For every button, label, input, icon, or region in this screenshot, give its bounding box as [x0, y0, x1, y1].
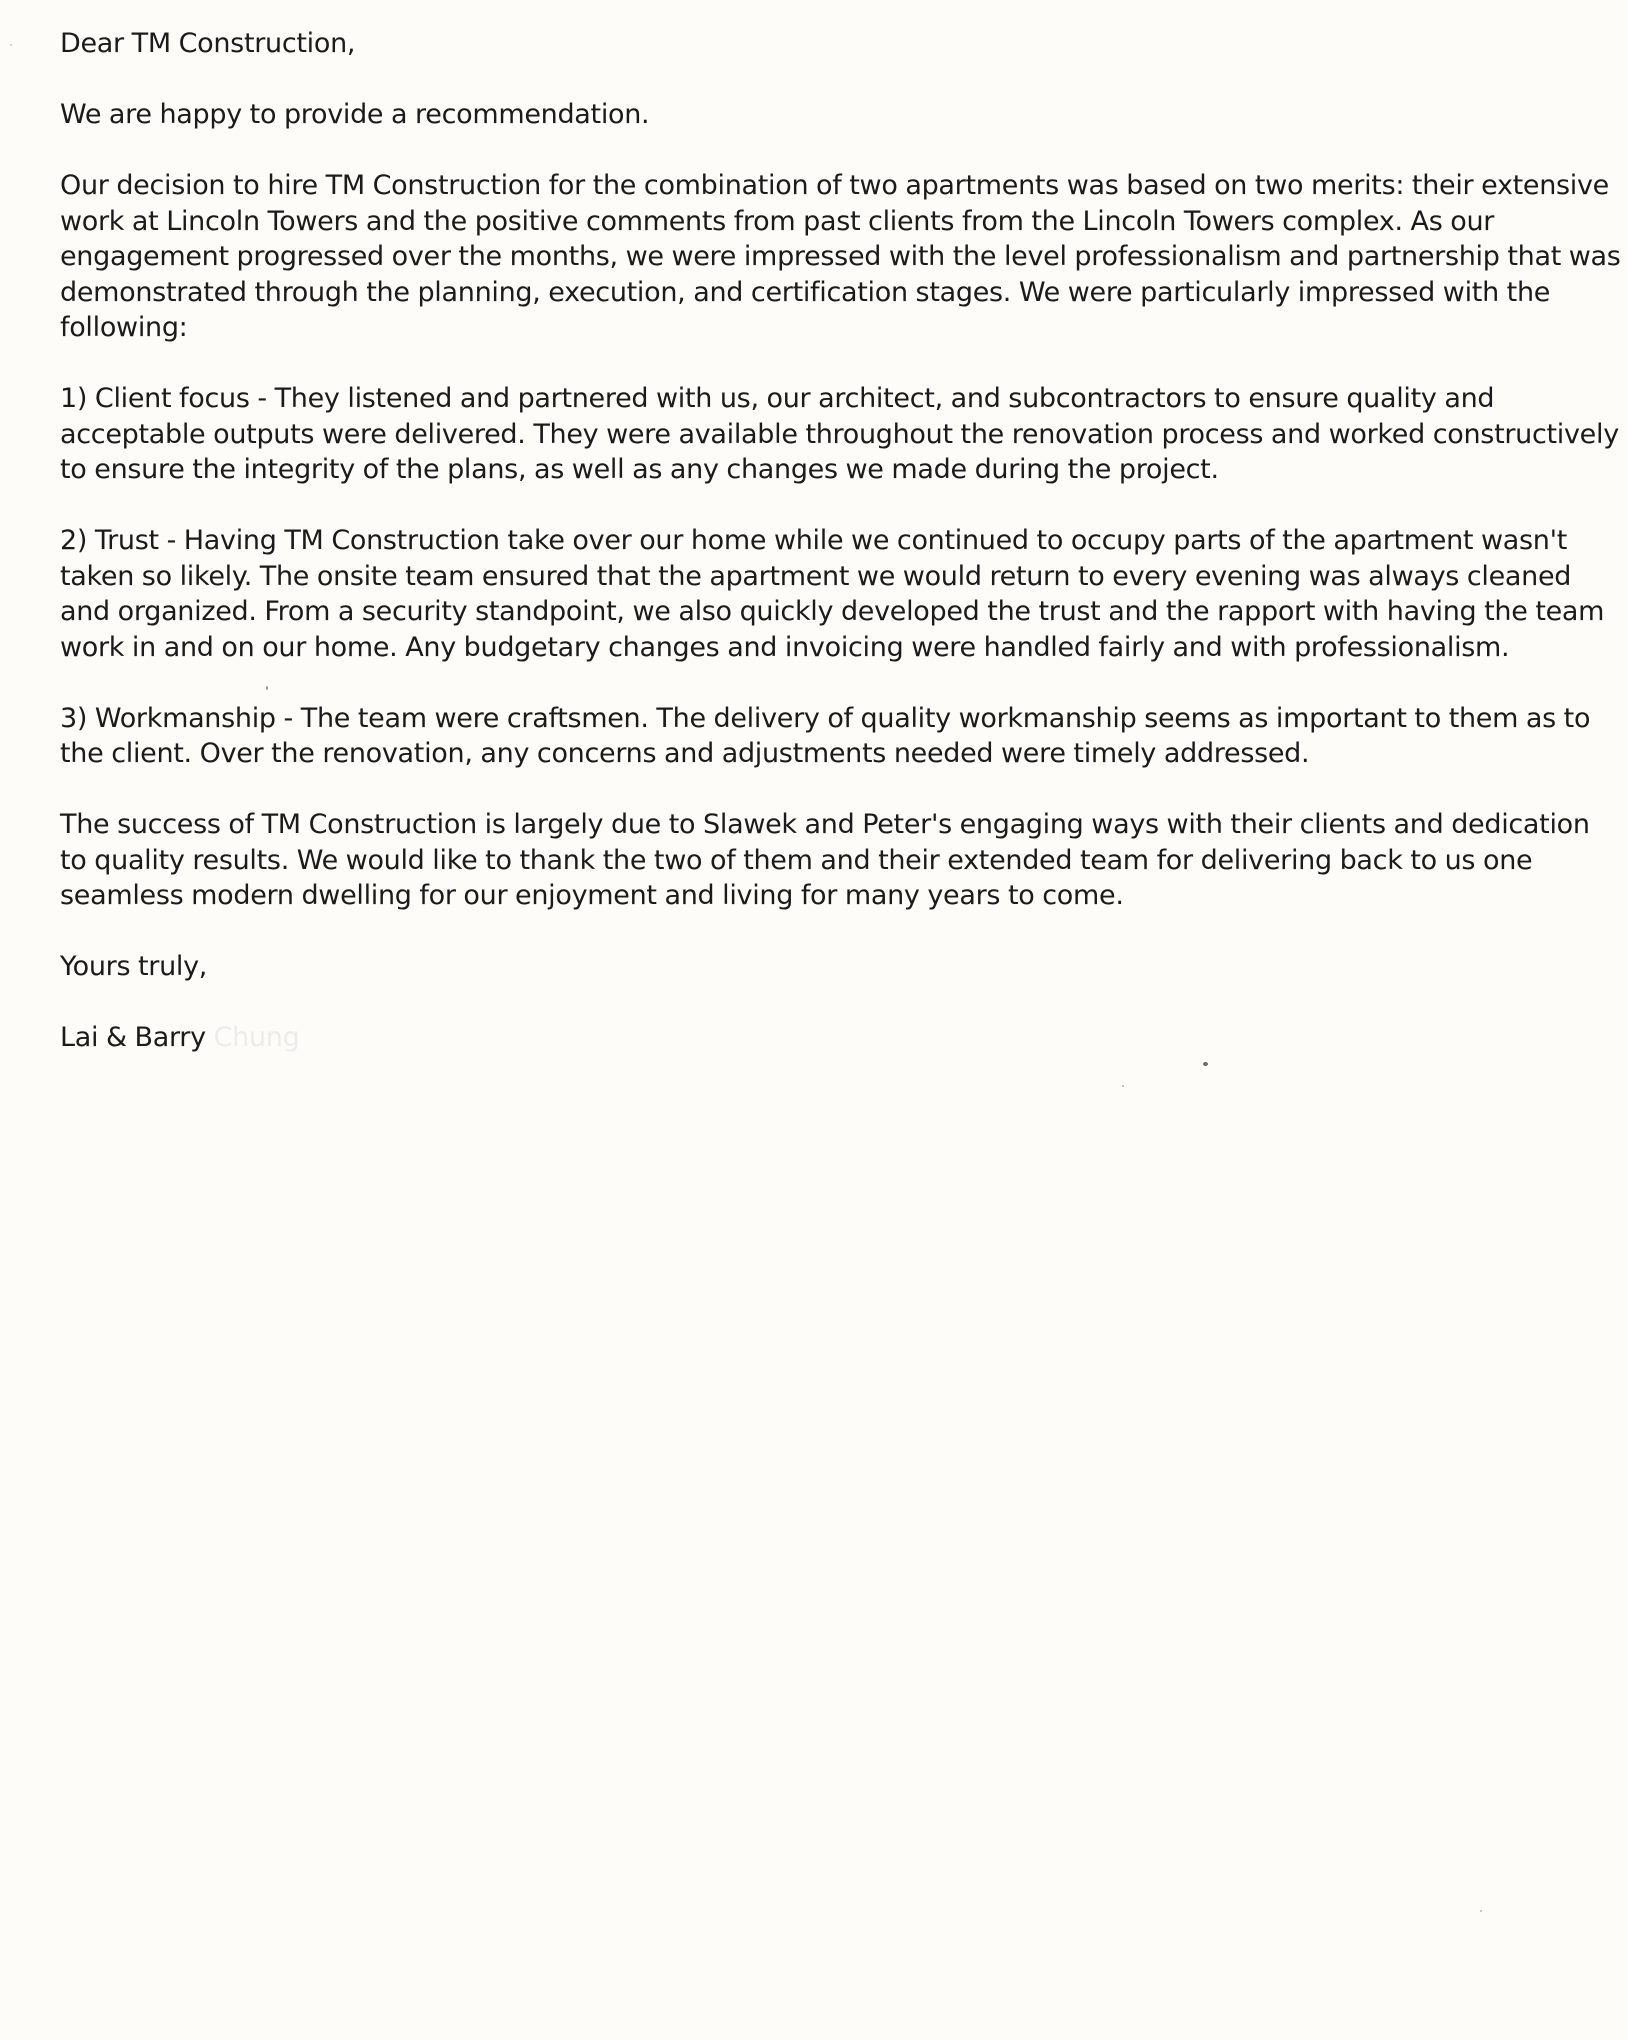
workmanship-line: 3) Workmanship - The team were craftsmen. The delivery of quality workmanship seems as important to them as to — [60, 702, 1591, 734]
signature-faded-surname: Chung — [213, 1022, 300, 1053]
closing-line: The success of TM Construction is largely due to Slawek and Peter's engaging ways with their clients and dedication — [60, 809, 1590, 840]
salutation — [60, 26, 1580, 62]
trust-line: and organized. From a security standpoint, we also quickly developed the trust and the rapport with having the team — [60, 596, 1605, 627]
scan-speck — [1480, 1910, 1482, 1912]
scan-speck — [1203, 1062, 1208, 1066]
closing-line: seamless modern dwelling for our enjoyment and living for many years to come. — [60, 880, 1124, 911]
client-focus-line: to ensure the integrity of the plans, as well as any changes we made during the project. — [60, 454, 1219, 485]
trust-line: taken so likely. The onsite team ensured that the apartment we would return to every evening was always cleaned — [60, 560, 1572, 592]
decision-line: demonstrated through the planning, execution, and certification stages. We were particularly impressed with the — [60, 276, 1551, 308]
intro-paragraph — [60, 97, 1580, 133]
trust-line: 2) Trust - Having TM Construction take over our home while we continued to occupy parts of the apartment wasn't — [60, 525, 1567, 556]
signature — [60, 1020, 1580, 1056]
client-focus-line: 1) Client focus - They listened and partnered with us, our architect, and subcontractors to ensure quality and — [60, 383, 1495, 414]
signature-name: Lai & Barry — [60, 1022, 206, 1053]
workmanship-line: the client. Over the renovation, any concerns and adjustments needed were timely addressed. — [60, 738, 1310, 769]
closing-line: to quality results. We would like to thank the two of them and their extended team for delivering back to us one — [60, 844, 1533, 876]
scan-speck — [10, 44, 12, 46]
signoff-text: Yours truly, — [60, 951, 208, 982]
decision-line: work at Lincoln Towers and the positive comments from past clients from the Lincoln Towers complex. As our — [60, 205, 1495, 237]
trust-line: work in and on our home. Any budgetary changes and invoicing were handled fairly and with professionalism. — [60, 631, 1510, 663]
salutation-text: Dear TM Construction, — [60, 28, 356, 59]
decision-line: engagement progressed over the months, we were impressed with the level professionalism and partnership that was — [60, 241, 1621, 272]
client-focus-line: acceptable outputs were delivered. They were available throughout the renovation process and worked constructively — [60, 418, 1619, 450]
closing-paragraph — [60, 807, 1590, 914]
decision-paragraph — [60, 168, 1621, 346]
decision-line: Our decision to hire TM Construction for the combination of two apartments was based on two merits: their extensive — [60, 170, 1609, 201]
intro-text: We are happy to provide a recommendation. — [60, 99, 650, 130]
scan-speck — [1122, 1085, 1124, 1087]
client-focus-paragraph — [60, 381, 1619, 488]
trust-paragraph — [60, 523, 1605, 665]
workmanship-paragraph — [60, 701, 1591, 772]
letter-body — [60, 26, 1621, 1056]
signoff — [60, 949, 1580, 985]
decision-line: following: — [60, 312, 188, 343]
scan-speck — [266, 686, 268, 690]
